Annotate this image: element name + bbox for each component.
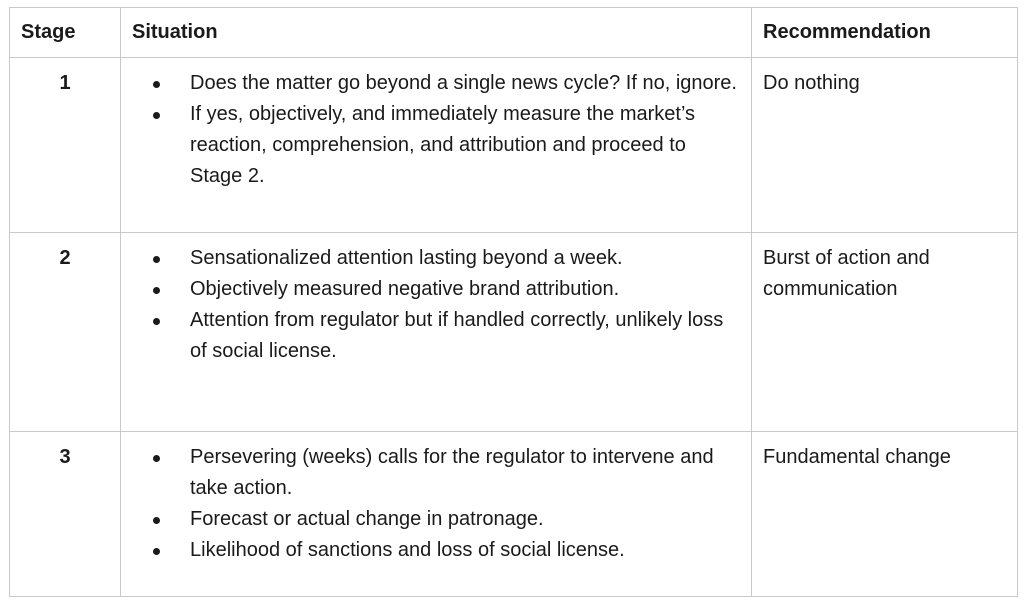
situation-list [132,68,740,192]
header-stage: Stage [10,8,121,58]
list-item [132,243,740,274]
list-item [132,305,740,367]
situation-text: Likelihood of sanctions and loss of social license. [190,539,625,561]
list-item [132,504,740,535]
situation-cell [121,233,752,432]
situation-text: If yes, objectively, and immediately measure the market’s reaction, comprehension, and attribution and proceed to Stage 2. [190,103,696,187]
situation-text: Persevering (weeks) calls for the regulator to intervene and take action. [190,446,714,499]
situation-text: Objectively measured negative brand attribution. [190,278,620,300]
table-row [10,233,1018,432]
situation-cell [121,432,752,597]
bullet-icon [153,112,160,119]
bullet-icon [153,517,160,524]
stage-cell: 1 [10,58,121,233]
bullet-icon [153,81,160,88]
situation-cell [121,58,752,233]
situation-text: Does the matter go beyond a single news cycle? If no, ignore. [190,72,737,94]
recommendation-cell: Fundamental change [752,432,1018,597]
list-item [132,99,740,192]
header-recommendation: Recommendation [752,8,1018,58]
stage-cell: 2 [10,233,121,432]
bullet-icon [153,455,160,462]
bullet-icon [153,256,160,263]
list-item [132,274,740,305]
list-item [132,68,740,99]
situation-text: Attention from regulator but if handled correctly, unlikely loss of social license. [190,309,724,362]
bullet-icon [153,548,160,555]
stage-recommendation-table [9,7,1018,597]
recommendation-cell: Do nothing [752,58,1018,233]
list-item [132,442,740,504]
stage-recommendation-table-container [9,7,1018,597]
header-situation: Situation [121,8,752,58]
situation-text: Forecast or actual change in patronage. [190,508,544,530]
table-row [10,432,1018,597]
bullet-icon [153,287,160,294]
situation-list [132,243,740,367]
list-item [132,535,740,566]
stage-cell: 3 [10,432,121,597]
situation-list [132,442,740,566]
header-row [10,8,1018,58]
recommendation-cell: Burst of action and communication [752,233,1018,432]
situation-text: Sensationalized attention lasting beyond a week. [190,247,623,269]
table-row [10,58,1018,233]
bullet-icon [153,318,160,325]
